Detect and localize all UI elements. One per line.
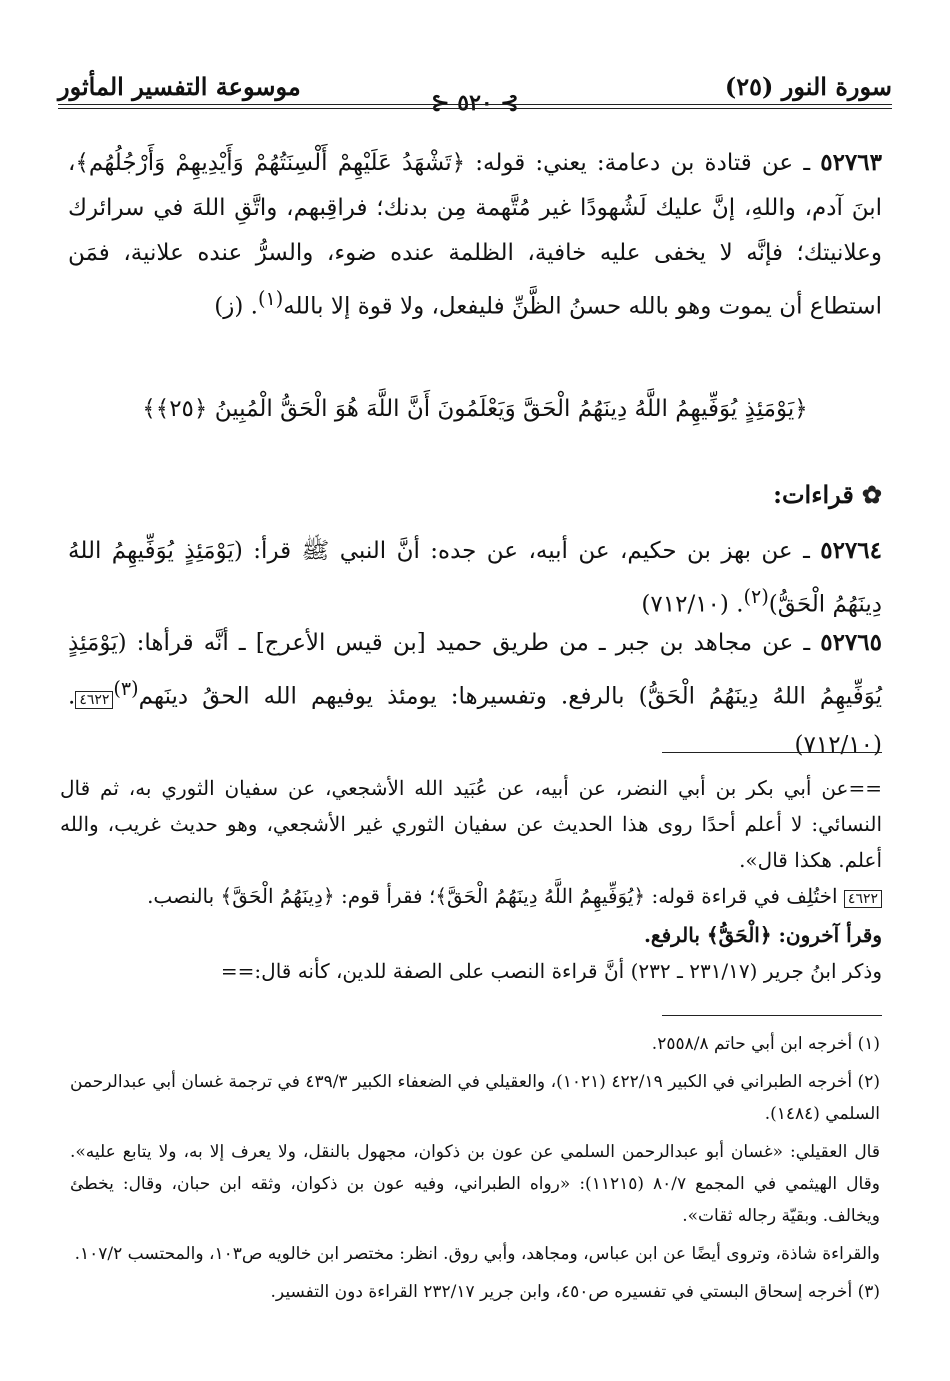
flower-icon: ✿: [861, 480, 882, 509]
entry-tail: . (٧١٢/١٠): [641, 591, 744, 618]
page-number-ornament-right: ⊰: [431, 90, 458, 116]
page-header: [58, 58, 892, 118]
entry-52764: [68, 528, 882, 628]
header-rule-thin: [58, 108, 892, 109]
commentary-line: وقرأ آخرون: ﴿الْحَقُّ﴾ بالرفع.: [643, 923, 882, 947]
entry-tail: . (ز): [214, 293, 258, 320]
footnote-ref[interactable]: (٢): [743, 585, 769, 608]
heading-title: قراءات:: [773, 480, 854, 509]
footnote-2-note: قال العقيلي: «غسان أبو عبدالرحمن السلمي عن عون بن ذكوان، مجهول بالنقل، ولا يعرف إلا به، ولا يتابع عليه». وقال الهيثمي في المجمع ٨٠/٧ (١١٢١٥): «رواه الطبراني، وفيه عون بن ذكوان، وثقه ابن حبان، وقال: يخطئ ويخالف. وبقيّة رجاله ثقات».: [70, 1142, 881, 1226]
entry-52765: [68, 620, 882, 768]
entry-text: ـ عن بهز بن حكيم، عن أبيه، عن جده: أنَّ النبي ﷺ قرأ: (يَوْمَئِذٍ يُوَفِّيهِمُ اللهُ دِينَهُمُ الْحَقُّ): [68, 538, 882, 618]
continuation-mark: ==: [848, 776, 882, 800]
quran-verse: ﴿يَوْمَئِذٍ يُوَفِّيهِمُ اللَّهُ دِينَهُمُ الْحَقَّ وَيَعْلَمُونَ أَنَّ اللَّهَ هُوَ الْحَقُّ الْمُبِينُ ﴿٢٥﴾﴾: [142, 396, 808, 422]
footnote-2: (٢) أخرجه الطبراني في الكبير ٤٢٢/١٩ (١٠٢١)، والعقيلي في الضعفاء الكبير ٤٣٩/٣ في ترجمة غسان أبي عبدالرحمن السلمي (١٤٨٤).: [70, 1072, 880, 1124]
commentary-line: ==عن أبي بكر بن أبي النضر، عن أبيه، عن عُبَيد الله الأشجعي، عن سفيان الثوري به، ثم قال النسائي: لا أعلم أحدًا روى هذا الحديث عن سفيان الثوري غير الأشجعي، وهو حديث غريب، والله أعلم. هكذا قال».: [60, 776, 882, 872]
footnotes-separator: [662, 1015, 882, 1016]
surah-title: سورة النور (٢٥): [724, 72, 892, 101]
entry-text: ـ عن قتادة بن دعامة: يعني: قوله: ﴿تَشْهَدُ عَلَيْهِمْ أَلْسِنَتُهُمْ وَأَيْدِيهِمْ وَأَرْجُلُهُم﴾، ابنَ آدم، واللهِ، إنَّ عليك لَشُهودًا غير مُتَّهمة مِن بدنك؛ فراقِبهم، واتَّقِ اللهَ في سرائرك وعلانيتك؛ فإنَّه لا يخفى عليه خافية، الظلمة عنده ضوء، والسرُّ عنده علانية، فمَن استطاع أن يموت وهو بالله حسنُ الظَّنِّ فليفعل، ولا قوة إلا بالله: [68, 150, 882, 320]
entry-number: ٥٢٧٦٤: [820, 537, 882, 564]
commentary-separator: [662, 752, 882, 753]
footnote-2-note: والقراءة شاذة، وتروى أيضًا عن ابن عباس، ومجاهد، وأبي روق. انظر: مختصر ابن خالويه ص١٠٣، والمحتسب ١٠٧/٢.: [74, 1244, 880, 1264]
page-number: ⊱ ٥٢٠ ⊰: [431, 90, 519, 116]
book-title: موسوعة التفسير المأثور: [58, 72, 301, 101]
commentary-box-number: ٤٦٢٢: [844, 890, 882, 908]
entry-tail: . (٧١٢/١٠): [68, 683, 882, 758]
entry-text: ـ عن مجاهد بن جبر ـ من طريق حميد [بن قيس الأعرج] ـ أنَّه قرأها: (يَوْمَئِذٍ يُوَفِّيهِمُ اللهُ دِينَهُمُ الْحَقُّ) بالرفع. وتفسيرها: يومئذ يوفيهم الله الحقُ دينَهم: [68, 630, 882, 710]
header-rule: [58, 104, 892, 105]
page-number-ornament-left: ⊱: [492, 90, 519, 116]
section-heading: [773, 480, 882, 509]
entry-number: ٥٢٧٦٣: [820, 149, 882, 176]
commentary-box-ref[interactable]: ٤٦٢٢: [75, 691, 113, 709]
entry-number: ٥٢٧٦٥: [820, 629, 882, 656]
continuation-mark: ==: [220, 959, 255, 983]
commentary-line: ٤٦٢٢ اختُلِف في قراءة قوله: ﴿يُوَفِّيهِمُ اللَّهُ دِينَهُمُ الْحَقَّ﴾؛ فقرأ قوم: ﴿دِينَهُمُ الْحَقَّ﴾ بالنصب.: [60, 878, 882, 917]
commentary-block: [60, 770, 882, 989]
footnote-1: (١) أخرجه ابن أبي حاتم ٢٥٥٨/٨.: [651, 1034, 880, 1054]
footnote-ref[interactable]: (٣): [113, 677, 139, 700]
footnotes: [70, 1028, 880, 1314]
commentary-line: وذكر ابنُ جرير (٢٣١/١٧ ـ ٢٣٢) أنَّ قراءة النصب على الصفة للدين، كأنه قال:==: [220, 959, 882, 983]
entry-52763: [68, 140, 882, 330]
footnote-ref[interactable]: (١): [257, 287, 284, 310]
footnote-3: (٣) أخرجه إسحاق البستي في تفسيره ص٤٥٠، وابن جرير ٢٣٢/١٧ القراءة دون التفسير.: [270, 1282, 880, 1302]
